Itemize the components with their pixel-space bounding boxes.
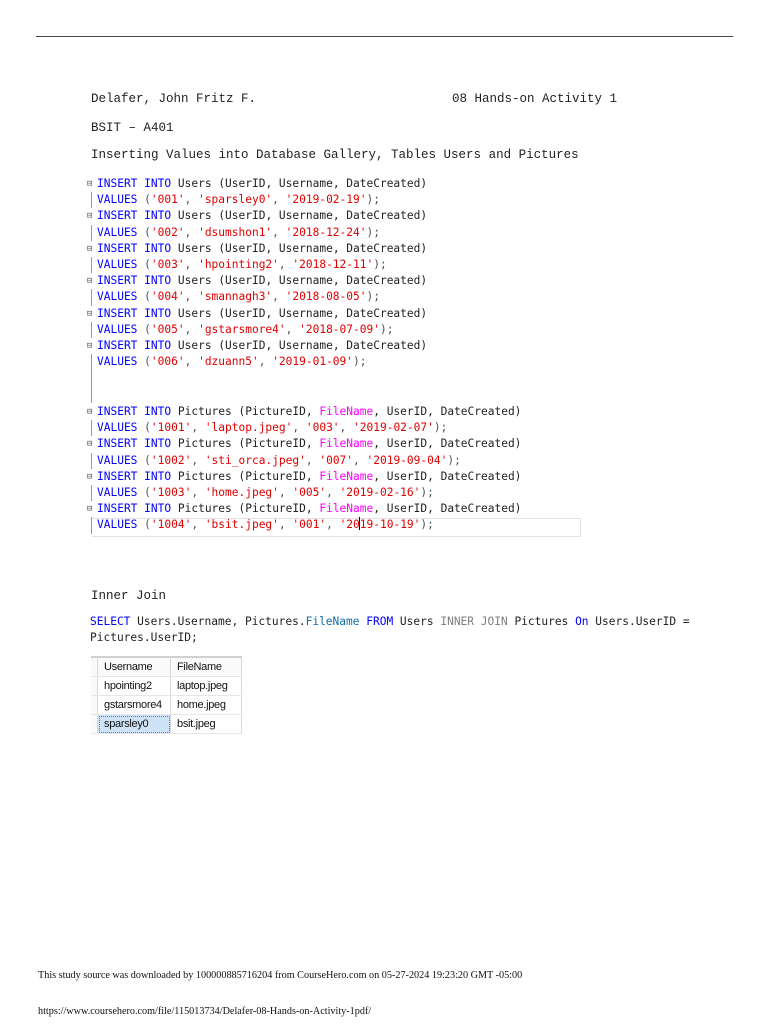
insert-statement-line — [88, 436, 580, 452]
punctuation: ); — [366, 193, 380, 207]
sql-text: Pictures.UserID; — [90, 631, 198, 644]
punctuation: , — [353, 453, 367, 467]
string-literal: '2019-09-04' — [366, 453, 448, 467]
column-list: (PictureID, — [238, 437, 320, 451]
punctuation: ); — [373, 257, 387, 271]
punctuation: ( — [137, 421, 151, 435]
sql-keyword: INSERT — [97, 306, 138, 320]
column-list: (PictureID, — [238, 405, 320, 418]
collapse-icon[interactable]: ⊟ — [87, 407, 93, 417]
section-label: BSIT – A401 — [91, 121, 174, 135]
table-name: Users — [177, 241, 212, 255]
collapse-icon[interactable]: ⊟ — [87, 439, 93, 450]
insert-statement-line — [88, 404, 580, 420]
sql-keyword: VALUES — [97, 193, 138, 207]
insert-statement-line — [88, 338, 580, 354]
punctuation: , — [339, 421, 354, 435]
string-literal: '007' — [319, 453, 354, 467]
string-literal: '1002' — [150, 453, 192, 467]
string-literal: '2018-12-11' — [292, 257, 374, 271]
punctuation: , — [191, 421, 205, 435]
column-list: (UserID, Username, DateCreated) — [218, 274, 428, 288]
insert-statement-line — [88, 501, 580, 517]
grid-cell[interactable]: laptop.jpeg — [171, 677, 242, 696]
sql-keyword: FROM — [366, 615, 394, 628]
insert-statement-line — [88, 208, 580, 224]
string-literal: '005' — [150, 322, 185, 336]
collapse-icon[interactable]: ⊟ — [87, 504, 93, 515]
punctuation: ); — [366, 225, 380, 239]
string-literal: '2019-02-19' — [285, 193, 367, 207]
column-name: FileName — [319, 437, 374, 451]
column-list: (PictureID, — [238, 502, 320, 516]
sql-keyword: INSERT — [97, 502, 138, 516]
inner-join-title: Inner Join — [91, 589, 167, 603]
table-name: Users — [177, 177, 212, 190]
column-list: , UserID, DateCreated) — [373, 405, 522, 418]
sql-keyword: INTO — [144, 338, 172, 352]
column-list: (UserID, Username, DateCreated) — [218, 241, 428, 255]
string-literal: '2018-07-09' — [299, 322, 380, 336]
sql-keyword: INTO — [144, 405, 172, 418]
values-line — [91, 517, 580, 533]
grid-cell[interactable]: gstarsmore4 — [98, 696, 171, 715]
punctuation: , — [184, 355, 199, 369]
column-list: (UserID, Username, DateCreated) — [218, 209, 428, 223]
results-grid — [91, 656, 242, 734]
column-list: (PictureID, — [238, 469, 320, 483]
punctuation: , — [184, 322, 199, 336]
punctuation: ( — [137, 257, 151, 271]
sql-keyword: INSERT — [97, 209, 138, 223]
punctuation: , — [285, 322, 300, 336]
punctuation: , — [326, 485, 340, 499]
sql-keyword: VALUES — [97, 485, 138, 499]
punctuation: ); — [379, 322, 394, 336]
punctuation: ); — [420, 518, 434, 532]
column-header[interactable]: FileName — [171, 657, 242, 677]
string-literal: 'laptop.jpeg' — [204, 421, 293, 435]
table-name: Pictures — [177, 405, 232, 418]
punctuation: , — [184, 193, 199, 207]
sql-text: Pictures — [507, 615, 576, 628]
string-literal: '1003' — [150, 485, 192, 499]
column-name: FileName — [319, 502, 374, 516]
values-line — [91, 225, 580, 241]
string-literal: '003' — [305, 421, 340, 435]
table-name: Users — [177, 306, 212, 320]
sql-keyword: INTO — [144, 306, 172, 320]
sql-keyword: VALUES — [97, 257, 138, 271]
sql-keyword: INTO — [144, 177, 172, 190]
sql-keyword: INTO — [144, 274, 172, 288]
string-literal: '006' — [150, 355, 185, 369]
punctuation: ( — [137, 193, 151, 207]
punctuation: , — [184, 225, 199, 239]
table-name: Users — [177, 338, 212, 352]
punctuation: , — [278, 485, 293, 499]
selected-grid-cell[interactable]: sparsley0 — [98, 715, 171, 734]
users-insert-code — [88, 176, 580, 403]
string-literal: '2018-08-05' — [285, 290, 367, 304]
blank-line — [91, 386, 580, 402]
punctuation: , — [278, 257, 293, 271]
column-list: , UserID, DateCreated) — [373, 502, 522, 516]
punctuation: , — [184, 257, 199, 271]
sql-keyword: INSERT — [97, 469, 138, 483]
results-header-row — [91, 657, 242, 677]
grid-cell[interactable]: home.jpeg — [171, 696, 242, 715]
insert-statement-line — [88, 273, 580, 289]
sql-keyword: VALUES — [97, 225, 138, 239]
punctuation: , — [191, 518, 205, 532]
sql-keyword: INSERT — [97, 241, 138, 255]
punctuation: ); — [366, 290, 380, 304]
punctuation: , — [191, 485, 205, 499]
blank-line — [91, 370, 580, 386]
sql-keyword: INTO — [144, 469, 172, 483]
table-row — [91, 715, 242, 734]
sql-keyword: VALUES — [97, 290, 138, 304]
string-literal: 'sparsley0' — [198, 193, 273, 207]
punctuation: ( — [137, 518, 151, 532]
string-literal: '2018-12-24' — [285, 225, 367, 239]
punctuation: ( — [137, 290, 151, 304]
punctuation: , — [258, 355, 273, 369]
column-list: (UserID, Username, DateCreated) — [218, 306, 428, 320]
string-literal: 'gstarsmore4' — [198, 322, 286, 336]
sql-keyword: INTO — [144, 437, 172, 451]
collapse-icon[interactable]: ⊟ — [87, 276, 93, 287]
values-line — [91, 420, 580, 436]
sql-keyword: INSERT — [97, 437, 138, 451]
sql-keyword: INSERT — [97, 405, 138, 418]
values-line — [91, 322, 580, 338]
collapse-icon[interactable]: ⊟ — [87, 179, 93, 189]
collapse-icon[interactable]: ⊟ — [87, 471, 93, 482]
values-line — [91, 192, 580, 208]
column-name: FileName — [319, 405, 374, 418]
insert-statement-line — [88, 241, 580, 257]
values-line — [91, 257, 580, 273]
punctuation: , — [292, 421, 306, 435]
punctuation: , — [272, 225, 286, 239]
collapse-icon[interactable]: ⊟ — [87, 308, 93, 319]
string-literal: 'home.jpeg' — [204, 485, 279, 499]
string-literal: 'dzuann5' — [198, 355, 259, 369]
sql-text: Users — [393, 615, 441, 628]
sql-keyword: SELECT — [90, 615, 131, 628]
text-cursor — [359, 517, 360, 530]
column-header[interactable]: Username — [98, 657, 171, 677]
sql-keyword: VALUES — [97, 322, 138, 336]
collapse-icon[interactable]: ⊟ — [87, 243, 93, 254]
collapse-icon[interactable]: ⊟ — [87, 211, 93, 222]
table-name: Users — [177, 209, 212, 223]
sql-keyword: On — [575, 615, 589, 628]
punctuation: ( — [137, 485, 151, 499]
sql-keyword: INSERT — [97, 177, 138, 190]
string-literal: 'bsit.jpeg' — [204, 518, 279, 532]
punctuation: ); — [353, 355, 367, 369]
column-list: (UserID, Username, DateCreated) — [218, 338, 428, 352]
string-literal: 'smannagh3' — [198, 290, 273, 304]
grid-cell[interactable]: bsit.jpeg — [171, 715, 242, 734]
download-notice: This study source was downloaded by 100000885716204 from CourseHero.com on 05-27-2024 19:23:20 GMT -05:00 — [38, 970, 523, 981]
punctuation: , — [278, 518, 293, 532]
column-list: , UserID, DateCreated) — [373, 469, 522, 483]
string-literal: '001' — [150, 193, 185, 207]
source-url: https://www.coursehero.com/file/115013734/Delafer-08-Hands-on-Activity-1pdf/ — [38, 1006, 372, 1017]
activity-title: 08 Hands-on Activity 1 — [452, 92, 618, 106]
punctuation: , — [184, 290, 199, 304]
insert-statement-line — [88, 176, 580, 192]
punctuation: , — [272, 193, 286, 207]
punctuation: ); — [420, 485, 434, 499]
table-row — [91, 677, 242, 696]
punctuation: ( — [137, 355, 151, 369]
values-line — [91, 485, 580, 501]
sql-text: Users.Username, — [137, 615, 245, 628]
string-literal: 'sti_orca.jpeg' — [204, 453, 306, 467]
punctuation: ( — [137, 225, 151, 239]
string-literal: '005' — [292, 485, 327, 499]
insert-statement-line — [88, 306, 580, 322]
sql-keyword: VALUES — [97, 421, 138, 435]
string-literal: '004' — [150, 290, 185, 304]
table-row — [91, 696, 242, 715]
punctuation: ( — [137, 322, 151, 336]
string-literal: '1004' — [150, 518, 192, 532]
sql-keyword: INSERT — [97, 338, 138, 352]
activity-description: Inserting Values into Database Gallery, Tables Users and Pictures — [91, 148, 579, 162]
string-literal: 'hpointing2' — [198, 257, 279, 271]
sql-text: . — [298, 615, 306, 628]
string-literal: '2019-02-07' — [353, 421, 434, 435]
insert-statement-line — [88, 469, 580, 485]
column-list: (UserID, Username, DateCreated) — [218, 177, 428, 190]
string-literal: '002' — [150, 225, 185, 239]
punctuation: ( — [137, 453, 151, 467]
string-literal: '2019-01-09' — [272, 355, 354, 369]
grid-cell[interactable]: hpointing2 — [98, 677, 171, 696]
table-name: Pictures — [177, 437, 232, 451]
sql-keyword: INSERT — [97, 274, 138, 288]
column-name: FileName — [319, 469, 374, 483]
sql-column: FileName — [305, 615, 360, 628]
punctuation: , — [326, 518, 340, 532]
inner-join-query — [90, 614, 690, 646]
values-line — [91, 354, 580, 370]
punctuation: , — [305, 453, 320, 467]
sql-text: Pictures — [244, 615, 299, 628]
pictures-insert-code — [88, 404, 580, 534]
sql-keyword: VALUES — [97, 355, 138, 369]
top-divider — [36, 36, 733, 37]
sql-text: Users.UserID = — [588, 615, 690, 628]
punctuation: ); — [447, 453, 461, 467]
table-name: Pictures — [177, 469, 232, 483]
punctuation: , — [272, 290, 286, 304]
string-literal: '2019-02-16' — [339, 485, 421, 499]
string-literal: '2019-10-19' — [339, 518, 421, 532]
punctuation: , — [191, 453, 205, 467]
table-name: Users — [177, 274, 212, 288]
sql-keyword: INNER JOIN — [440, 615, 508, 628]
sql-keyword: INTO — [144, 502, 172, 516]
string-literal: 'dsumshon1' — [198, 225, 273, 239]
sql-keyword: INTO — [144, 241, 172, 255]
string-literal: '003' — [150, 257, 185, 271]
collapse-icon[interactable]: ⊟ — [87, 340, 93, 351]
table-name: Pictures — [177, 502, 232, 516]
string-literal: '1001' — [150, 421, 192, 435]
values-line — [91, 453, 580, 469]
column-list: , UserID, DateCreated) — [373, 437, 522, 451]
student-name: Delafer, John Fritz F. — [91, 92, 257, 106]
string-literal: '001' — [292, 518, 327, 532]
sql-keyword: VALUES — [97, 453, 138, 467]
sql-keyword: VALUES — [97, 518, 138, 532]
punctuation: ); — [433, 421, 448, 435]
sql-keyword: INTO — [144, 209, 172, 223]
values-line — [91, 289, 580, 305]
